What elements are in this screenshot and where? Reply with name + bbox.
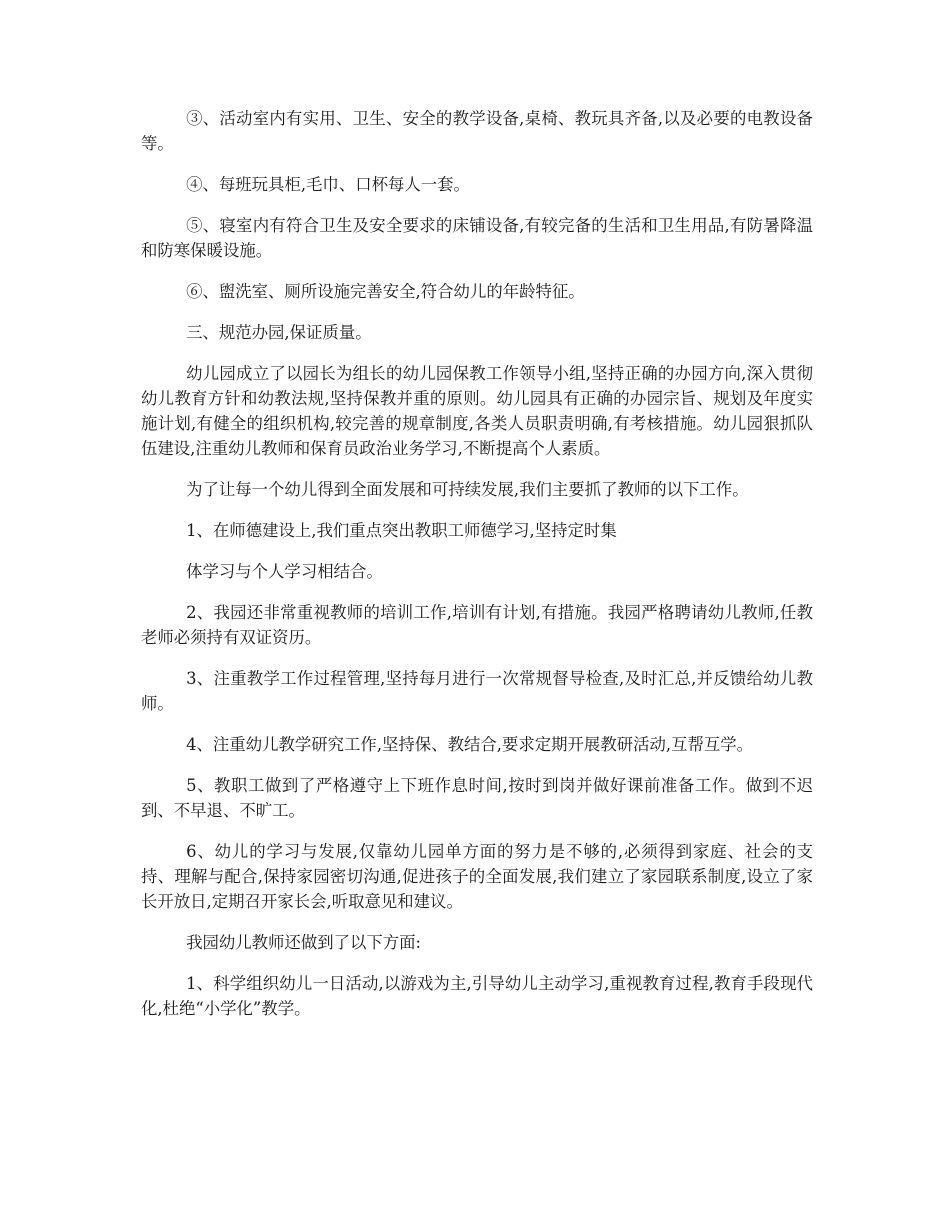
paragraph-item-2-training: 2、我园还非常重视教师的培训工作,培训有计划,有措施。我园严格聘请幼儿教师,任教老师必须持有双证资历。 — [141, 603, 813, 647]
paragraph-item-3-process-management: 3、注重教学工作过程管理,坚持每月进行一次常规督导检查,及时汇总,并反馈给幼儿教师。 — [141, 669, 813, 713]
paragraph-teachers-also-did: 我园幼儿教师还做到了以下方面: — [186, 933, 422, 952]
paragraph-teacher-work-intro: 为了让每一个幼儿得到全面发展和可持续发展,我们主要抓了教师的以下工作。 — [186, 480, 749, 499]
paragraph-item-1-ethics: 1、在师德建设上,我们重点突出教职工师德学习,坚持定时集 — [186, 521, 617, 540]
section-heading-standardized-running: 三、规范办园,保证质量。 — [186, 323, 372, 342]
paragraph-item-6-home-school: 6、幼儿的学习与发展,仅靠幼儿园单方面的努力是不够的,必须得到家庭、社会的支持、理解与配合,保持家园密切沟通,促进孩子的全面发展,我们建立了家园联系制度,设立了家长开放日,定期召开家长会,听取意见和建议。 — [141, 842, 813, 911]
paragraph-facility-washroom: ⑥、盥洗室、厕所设施完善安全,符合幼儿的年龄特征。 — [186, 282, 585, 301]
paragraph-item-5-attendance: 5、教职工做到了严格遵守上下班作息时间,按时到岗并做好课前准备工作。做到不迟到、不早退、不旷工。 — [141, 776, 813, 820]
paragraph-leadership-group: 幼儿园成立了以园长为组长的幼儿园保教工作领导小组,坚持正确的办园方向,深入贯彻幼儿教育方针和幼教法规,坚持保教并重的原则。幼儿园具有正确的办园宗旨、规划及年度实施计划,有健全的组织机构,较完善的规章制度,各类人员职责明确,有考核措施。幼儿园狠抓队伍建设,注重幼儿教师和保育员政治业务学习,不断提高个人素质。 — [141, 364, 813, 458]
paragraph-item-1-continued: 体学习与个人学习相结合。 — [186, 562, 383, 581]
paragraph-daily-activities: 1、科学组织幼儿一日活动,以游戏为主,引导幼儿主动学习,重视教育过程,教育手段现代化,杜绝“小学化”教学。 — [141, 974, 813, 1018]
paragraph-item-4-teaching-research: 4、注重幼儿教学研究工作,坚持保、教结合,要求定期开展教研活动,互帮互学。 — [186, 735, 754, 754]
paragraph-facility-bedroom: ⑤、寝室内有符合卫生及安全要求的床铺设备,有较完备的生活和卫生用品,有防暑降温和防寒保暖设施。 — [141, 216, 813, 260]
document-body — [141, 106, 813, 1037]
paragraph-facility-toy-cabinet: ④、每班玩具柜,毛巾、口杯每人一套。 — [186, 175, 470, 194]
paragraph-facility-activity-room: ③、活动室内有实用、卫生、安全的教学设备,桌椅、教玩具齐备,以及必要的电教设备等。 — [141, 109, 813, 153]
